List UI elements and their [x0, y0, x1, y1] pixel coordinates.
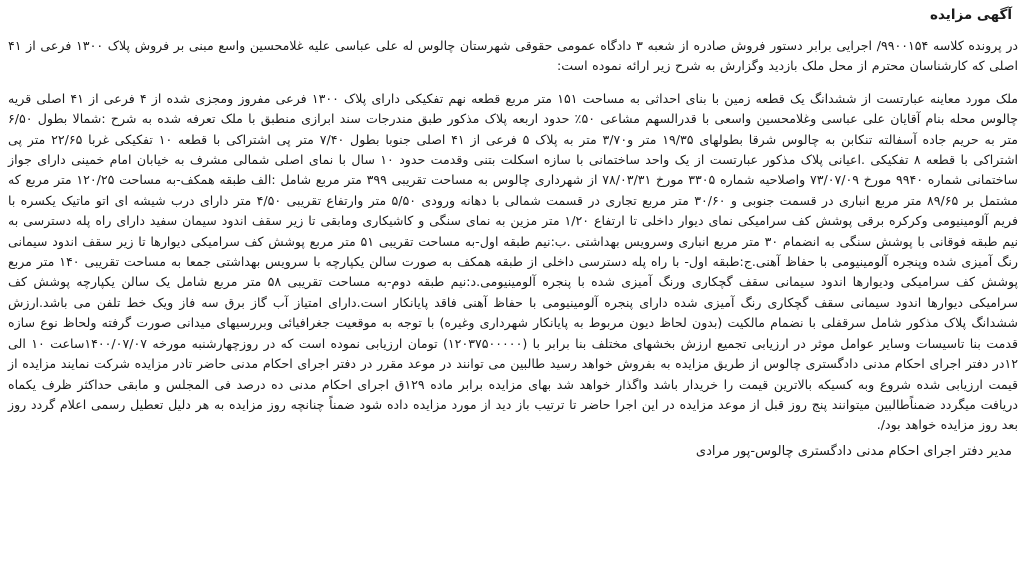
- notice-signature: مدیر دفتر اجرای احکام مدنی دادگستری چالوس-پور مرادی: [695, 443, 1012, 459]
- notice-title: آگهی مزایده: [930, 7, 1012, 23]
- notice-intro-paragraph: در پرونده کلاسه ۹۹۰۰۱۵۴/ اجرایی برابر دستور فروش صادره از شعبه ۳ دادگاه عمومی حقوقی شهرستان چالوس له علی عباسی علیه غلامحسین واسع مبنی بر فروش پلاک ۱۳۰۰ فرعی از ۴۱ اصلی که کارشناسان محترم از محل ملک بازدید وگزارش به شرح زیر ارائه نموده است:: [8, 38, 1019, 74]
- auction-notice: [8, 4, 1018, 581]
- notice-body-paragraph: ملک مورد معاینه عبارتست از ششدانگ یک قطعه زمین با بنای احداثی به مساحت ۱۵۱ متر مربع قطعه نهم تفکیکی دارای پلاک ۱۳۰۰ فرعی مفروز ومجزی شده از ۴ فرعی از ۴۱ اصلی قریه چالوس محله بنام آقایان علی عباسی وغلامحسین واسعی با قدرالسهم مشاعی ۵۰٪ حدود اربعه پلاک مذکور طبق مندرجات سند ابرازی منطبق با ملک تعرفه شده به شرح :شمالا بطول ۶/۵۰ متر به حریم جاده آسفالته تنکابن به چالوس شرقا بطولهای ۱۹/۳۵ متر و۳/۷۰ متر به پلاک ۵ فرعی از ۴۱ اصلی جنوبا بطول ۷/۴۰ متر پی اشتراکی با قطعه ۱۰ تفکیکی غربا ۲۲/۶۵ متر پی اشتراکی با قطعه ۸ تفکیکی .اعیانی پلاک مذکور عبارتست از یک واحد ساختمانی با سازه اسکلت بتنی وقدمت حدود ۱۰ سال با نمای اصلی شمالی مشرف به خیابان امام خمینی دارای جواز ساختمانی شماره ۹۹۴۰ مورخ ۷۳/۰۷/۰۹ واصلاحیه شماره ۳۳۰۵ مورخ ۷۸/۰۳/۳۱ از شهرداری چالوس به مساحت تقریبی ۳۹۹ متر مربع شامل :الف طبقه همکف-به مساحت ۱۲۰/۲۵ متر مربع که مشتمل بر ۸۹/۶۵ متر مربع انباری در قسمت جنوبی و ۳۰/۶۰ متر مربع تجاری در قسمت شمالی با دهانه ورودی ۵/۵۰ متر وارتفاع تقریبی ۴/۵۰ متر دارای درب شیشه ای اتو ماتیک یکسره با فریم آلومینیومی وکرکره برقی پوشش کف سرامیکی نمای دیوار داخلی تا ارتفاع ۱/۲۰ متر مزین به نمای سنگی و کاشیکاری ومابقی تا زیر سقف اندود سیمان سفید دارای راه پله دسترسی به نیم طبقه فوقانی با پوشش سنگی به انضمام ۳۰ متر مربع انباری وسرویس بهداشتی .ب:نیم طبقه اول-به مساحت تقریبی ۵۱ متر مربع پوشش کف سرامیکی دیوارها تا زیر سقف اندود سیمانی رنگ آمیزی شده وپنجره آلومینیومی با حفاظ آهنی.ج:طبقه اول- با راه پله دسترسی داخلی از طبقه همکف به صورت سالن یکپارچه با سرویس بهداشتی جمعا به مساحت تقریبی ۱۴۰ متر مربع پوشش کف سرامیکی ودیوارها اندود سیمانی سقف گچکاری ورنگ آمیزی شده با پنجره آلومینیومی.د:نیم طبقه دوم-به مساحت تقریبی ۵۸ متر مربع شامل یک سالن یکپارچه پوشش کف سرامیکی دیوارها اندود سیمانی سقف گچکاری رنگ آمیزی شده دارای پنجره آلومینیومی با حفاظ آهنی فاقد پایانکار است.دارای امتیاز آب گاز برق سه فاز ویک خط تلفن می باشد.ارزش ششدانگ پلاک مذکور شامل سرقفلی با نضمام مالکیت (بدون لحاظ دیون مربوط به پایانکار شهرداری وغیره) با توجه به موقعیت جغرافیائی وبررسیهای میدانی صورت گرفته ولحاظ نوع سازه قدمت بنا تاسیسات وسایر عوامل موثر در ارزیابی تجمیع ارزش بخشهای مختلف بنا برابر با (۱۲۰۳۷۵۰۰۰۰۰) تومان ارزیابی نموده است که در روزچهارشنبه مورخه ۱۴۰۰/۰۷/۰۷ساعت ۱۰ الی ۱۲در دفتر اجرای احکام مدنی دادگستری چالوس از طریق مزایده به بفروش خواهد رسید طالبین می توانند در موعد مقرر در دفتر اجرای احکام مدنی حاضر تادر مزایده شرکت نمایند مزایده از قیمت ارزیابی شده شروع وبه کسیکه بالاترین قیمت را خریدار باشد واگذار خواهد شد بهای مزایده برابر ماده ۱۲۹ق اجرای احکام مدنی ده درصد فی المجلس و مابقی حداکثر ظرف یکماه دریافت میگردد ضمناًطالبین میتوانند پنج روز قبل از موعد مزایده در این اجرا حاضر تا ترتیب باز دید از مورد مزایده داده شود ضمناً چنانچه روز مزایده به هر دلیل تعطیل رسمی اعلام گردد روز بعد روز مزایده خواهد بود/.: [8, 90, 1019, 433]
